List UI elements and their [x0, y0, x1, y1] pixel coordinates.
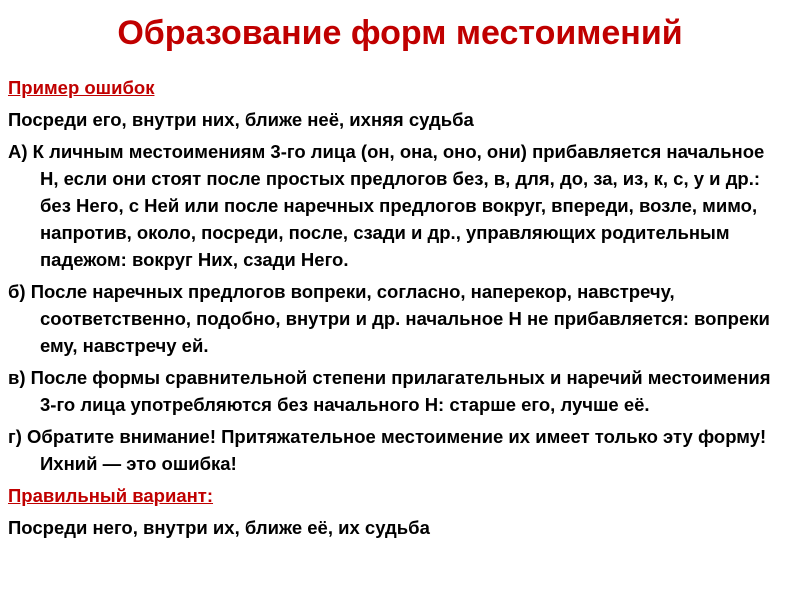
slide-title: Образование форм местоимений [117, 14, 683, 52]
errors-heading: Пример ошибок [8, 77, 155, 98]
rule-b: б) После наречных предлогов вопреки, согласно, наперекор, навстречу, соответственно, подобно, внутри и др. начальное Н не прибавляется: вопреки ему, навстречу ей. [8, 281, 770, 356]
slide-content [8, 74, 784, 546]
correct-heading: Правильный вариант: [8, 485, 214, 506]
correct-example: Посреди него, внутри их, ближе её, их судьба [8, 517, 430, 538]
rule-g: г) Обратите внимание! Притяжательное местоимение их имеет только эту форму! Ихний — это ошибка! [8, 426, 767, 474]
rule-a: А) К личным местоимениям 3-го лица (он, она, оно, они) прибавляется начальное Н, если они стоят после простых предлогов без, в, для, до, за, из, к, с, у и др.: без Него, с Ней или после наречных предлогов вокруг, впереди, возле, мимо, напротив, около, посреди, после, сзади и др., управляющих родительным падежом: вокруг Них, сзади Него. [8, 141, 765, 270]
rule-v: в) После формы сравнительной степени прилагательных и наречий местоимения 3-го лица употребляются без начального Н: старше его, лучше её. [8, 367, 771, 415]
errors-example: Посреди его, внутри них, ближе неё, ихняя судьба [8, 109, 474, 130]
